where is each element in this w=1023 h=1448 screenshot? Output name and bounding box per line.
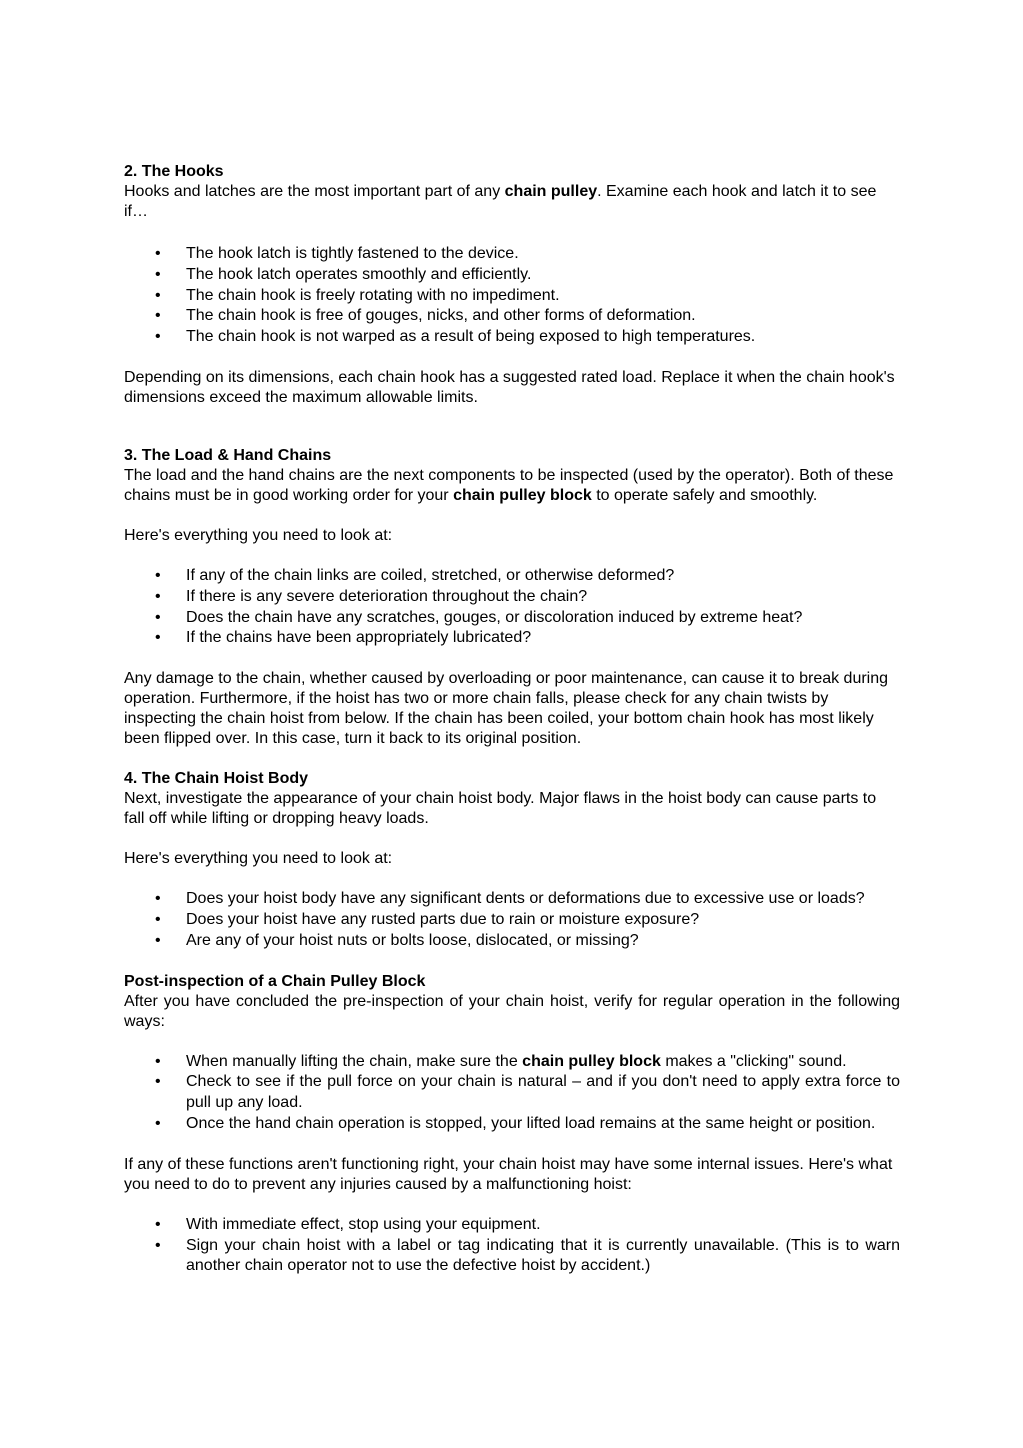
hoist-body-checklist bbox=[124, 889, 900, 951]
bullet-icon: • bbox=[155, 245, 161, 262]
list-item: • The hook latch operates smoothly and efficiently. bbox=[124, 265, 900, 286]
bullet-icon: • bbox=[155, 608, 161, 626]
bullet-icon: • bbox=[155, 328, 161, 346]
list-item: • When manually lifting the chain, make sure the chain pulley block makes a "clicking" sound. bbox=[124, 1052, 900, 1073]
hooks-intro: Hooks and latches are the most important part of any chain pulley. Examine each hook and latch it to see if… bbox=[124, 183, 877, 220]
list-item: • Does the chain have any scratches, gouges, or discoloration induced by extreme heat? bbox=[124, 608, 900, 629]
bullet-icon: • bbox=[155, 566, 161, 584]
bullet-icon: • bbox=[155, 890, 161, 908]
bullet-icon: • bbox=[155, 1236, 161, 1254]
bullet-icon: • bbox=[155, 629, 161, 647]
bullet-icon: • bbox=[155, 1215, 161, 1233]
list-item: • If the chains have been appropriately lubricated? bbox=[124, 628, 900, 649]
list-item: • The hook latch is tightly fastened to the device. bbox=[124, 244, 900, 265]
list-item: • The chain hook is not warped as a result of being exposed to high temperatures. bbox=[124, 327, 900, 348]
hooks-closing: Depending on its dimensions, each chain hook has a suggested rated load. Replace it when the chain hook's dimensions exceed the maximum allowable limits. bbox=[124, 368, 895, 406]
section-heading-chains: 3. The Load & Hand Chains bbox=[124, 446, 332, 464]
chains-intro: The load and the hand chains are the next components to be inspected (used by the operator). Both of these chains must be in good working order for your chain pulley block to operate safely and smoothly. bbox=[124, 466, 894, 504]
list-item: • If there is any severe deterioration throughout the chain? bbox=[124, 587, 900, 608]
bullet-icon: • bbox=[155, 1114, 161, 1132]
bullet-icon: • bbox=[155, 931, 161, 949]
bullet-icon: • bbox=[155, 1073, 161, 1091]
hoist-body-lookat: Here's everything you need to look at: bbox=[124, 850, 393, 868]
list-item: • With immediate effect, stop using your equipment. bbox=[124, 1215, 900, 1236]
actions-checklist bbox=[124, 1215, 900, 1277]
post-inspection-checklist bbox=[124, 1052, 900, 1135]
section-heading-post-inspection: Post-inspection of a Chain Pulley Block bbox=[124, 972, 426, 990]
list-item: • Once the hand chain operation is stopped, your lifted load remains at the same height or position. bbox=[124, 1114, 900, 1135]
list-item: • Does your hoist body have any significant dents or deformations due to excessive use or loads? bbox=[124, 889, 900, 910]
post-inspection-intro: After you have concluded the pre-inspection of your chain hoist, verify for regular operation in the following ways: bbox=[124, 992, 900, 1030]
hooks-checklist bbox=[124, 244, 900, 348]
bullet-icon: • bbox=[155, 286, 161, 304]
section-heading-hoist-body: 4. The Chain Hoist Body bbox=[124, 770, 309, 788]
bullet-icon: • bbox=[155, 910, 161, 928]
bullet-icon: • bbox=[155, 265, 161, 283]
bullet-icon: • bbox=[155, 587, 161, 605]
bullet-icon: • bbox=[155, 307, 161, 325]
chains-closing: Any damage to the chain, whether caused by overloading or poor maintenance, can cause it to break during operation. Furthermore, if the hoist has two or more chain falls, please check for any chain twists by inspecting the chain hoist from below. If the chain has been coiled, your bottom chain hook has most likely been flipped over. In this case, turn it back to its original position. bbox=[124, 670, 889, 748]
list-item: • If any of the chain links are coiled, stretched, or otherwise deformed? bbox=[124, 566, 900, 587]
list-item: • Sign your chain hoist with a label or tag indicating that it is currently unavailable. (This is to warn another chain operator not to use the defective hoist by accident.) bbox=[155, 1236, 900, 1275]
chains-checklist bbox=[124, 566, 900, 649]
list-item: • The chain hook is freely rotating with no impediment. bbox=[124, 286, 900, 307]
bullet-icon: • bbox=[155, 1052, 161, 1070]
post-inspection-closing: If any of these functions aren't functioning right, your chain hoist may have some internal issues. Here's what you need to do to prevent any injuries caused by a malfunctioning hoist: bbox=[124, 1155, 893, 1193]
list-item: • The chain hook is free of gouges, nicks, and other forms of deformation. bbox=[124, 306, 900, 327]
document-page bbox=[124, 162, 900, 1277]
list-item: • Does your hoist have any rusted parts due to rain or moisture exposure? bbox=[124, 910, 900, 931]
section-heading-hooks: 2. The Hooks bbox=[124, 163, 224, 180]
list-item: • Check to see if the pull force on your chain is natural – and if you don't need to apply extra force to pull up any load. bbox=[155, 1073, 900, 1112]
chains-lookat: Here's everything you need to look at: bbox=[124, 526, 393, 544]
list-item: • Are any of your hoist nuts or bolts loose, dislocated, or missing? bbox=[124, 931, 900, 952]
hoist-body-intro: Next, investigate the appearance of your chain hoist body. Major flaws in the hoist body can cause parts to fall off while lifting or dropping heavy loads. bbox=[124, 790, 877, 828]
